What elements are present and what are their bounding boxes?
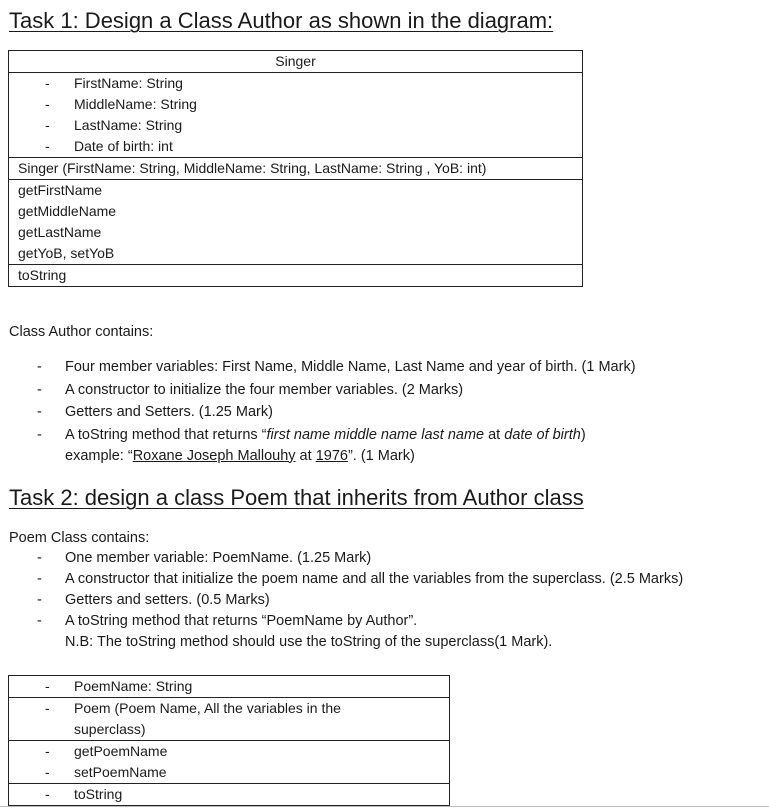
- page-bottom-divider: [0, 806, 769, 807]
- uml-constructor-cont: superclass): [74, 721, 146, 737]
- uml-constructor: Singer (FirstName: String, MiddleName: String, LastName: String , YoB: int): [18, 160, 487, 176]
- example-author-name: Roxane Joseph Mallouhy: [132, 447, 296, 464]
- uml-attributes: [9, 73, 583, 158]
- uml-constructor: - Poem (Poem Name, All the variables in the: [45, 700, 341, 716]
- list-item: - Four member variables: First Name, Middle Name, Last Name and year of birth. (1 Mark): [37, 359, 636, 375]
- list-item: - A constructor to initialize the four member variables. (2 Marks): [37, 381, 464, 398]
- task2-intro: Poem Class contains:: [9, 530, 150, 546]
- task1-intro: Class Author contains:: [9, 324, 154, 340]
- example-year: 1976: [315, 447, 348, 464]
- uml-methods: [9, 180, 583, 265]
- uml-attribute: - FirstName: String: [45, 75, 183, 91]
- uml-methods: [9, 741, 450, 784]
- uml-method: getLastName: [18, 224, 102, 240]
- uml-attribute: - PoemName: String: [45, 678, 193, 694]
- task1-heading: Task 1: Design a Class Author as shown in the diagram:: [9, 8, 554, 33]
- list-item: - A constructor that initialize the poem name and all the variables from the superclass. (2.5 Marks): [37, 571, 684, 587]
- uml-attribute: - Date of birth: int: [45, 138, 173, 154]
- task2-requirements-list: [9, 548, 683, 653]
- uml-tostring: - toString: [45, 786, 123, 802]
- singer-uml-diagram: [8, 50, 583, 287]
- uml-attribute: - LastName: String: [45, 117, 183, 133]
- uml-class-name: Singer: [275, 53, 316, 69]
- uml-method: getFirstName: [18, 182, 103, 198]
- uml-method: getMiddleName: [18, 203, 117, 219]
- list-item: - One member variable: PoemName. (1.25 Mark): [37, 550, 372, 566]
- uml-attribute: - MiddleName: String: [45, 96, 197, 112]
- uml-method: getYoB, setYoB: [18, 245, 115, 261]
- list-item: - A toString method that returns “PoemName by Author”. N.B: The toString method should use the toString of the superclass(1 Mark).: [37, 613, 553, 650]
- list-item: - Getters and setters. (0.5 Marks): [37, 592, 270, 608]
- list-item: - A toString method that returns “first name middle name last name at date of birth) example: “Roxane Joseph Mallouhy at 1976”. (1 Mark): [37, 426, 586, 464]
- poem-uml-diagram: [8, 675, 450, 806]
- uml-tostring: toString: [18, 267, 67, 283]
- uml-method: - setPoemName: [45, 764, 167, 780]
- list-item: - Getters and Setters. (1.25 Mark): [37, 404, 273, 420]
- nb-note: N.B: The toString method should use the toString of the superclass(1 Mark).: [65, 634, 553, 650]
- task1-requirements-list: [9, 357, 636, 467]
- task2-heading: Task 2: design a class Poem that inherits from Author class: [9, 485, 584, 510]
- uml-method: - getPoemName: [45, 743, 168, 759]
